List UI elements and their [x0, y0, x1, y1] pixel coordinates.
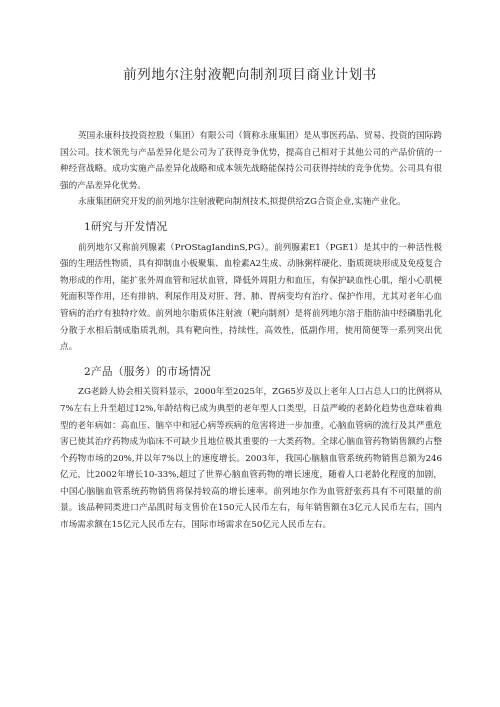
market-paragraph: ZG老龄人协会相关资料显示，2000年至2025年，ZG65岁及以上老年人口占总人口的比例将从7%左右上升至超过12%,年龄结构已成为典型的老年型人口类型，日益严峻的老龄化趋势也意味着典型的老年病如：高血压、脑卒中和冠心病等疾病的危害将进一步加重，心脑血管病的流行及其严重危害已使其治疗药物成为临床不可缺少且地位极其重要的一大类药物。全球心脑血管药物销售额约占整个药物市场的20%,并以年7%以上的速度增长。2003年，我国心脑脑血管系统药物销售总额为246亿元，比2002年增长10-33%,超过了世界心脑血管药物的增长速度，随着人口老龄化程度的加剧，中国心脑脑血管系统药物销售将保持较高的增长速率。前列地尔作为血管舒张药具有不可限量的前景。该品种同类进口产品凯时每支售价在150元人民币左右，每年销售额在3亿元人民币左右，国内市场需求额在15亿元人民币左右，国际市场需求在50亿元人民币左右。 — [60, 387, 442, 531]
research-paragraph: 前列地尔又称前列腺素（PrOStagIandinS,PG）。前列腺素E1（PGE1）是其中的一种活性极强的生理活性物质，具有抑制血小板聚集、血栓素A2生成、动脉粥样硬化、脂质斑块形成及免疫复合物形成的作用，能扩张外周血管和冠状血管，降低外周阻力和血压，有保护缺血性心肌，缩小心肌梗死面积等作用，还有排钠、利尿作用及对肝、肾、肺、胃病变均有治疗、保护作用，尤其对老年心血管病的治疗有独特疗效。前列地尔脂质体注射液（靶向制剂）是将前列地尔溶于脂肪油中经磷脂乳化分散于水相后制成脂质乳剂，具有靶向性，持续性，高效性，低副作用，使用简便等一系列突出优点。 — [60, 242, 442, 353]
document-body — [60, 128, 442, 534]
intro-paragraph-1: 英国永康科技投资控股（集团）有限公司（简称永康集团）是从事医药品、贸易、投资的国际跨国公司。技术领先与产品差异化是公司为了获得竞争优势，提高自己相对于其他公司的产品价值的一种经营战略。成功实施产品差异化战略和成本领先战略能保持公司获得持续的竞争优势。公司具有很强的产品差异化优势。 — [60, 131, 442, 191]
section-heading-market: 2产品（服务）的市场情况 — [84, 365, 211, 378]
intro-paragraph-2: 永康集团研究开发的前列地尔注射液靶向制剂技术,拟提供给ZG合资企业,实施产业化。 — [78, 197, 406, 208]
section-heading-research: 1研究与开发情况 — [84, 220, 168, 233]
document-title: 前列地尔注射液靶向制剂项目商业计划书 — [123, 67, 377, 83]
